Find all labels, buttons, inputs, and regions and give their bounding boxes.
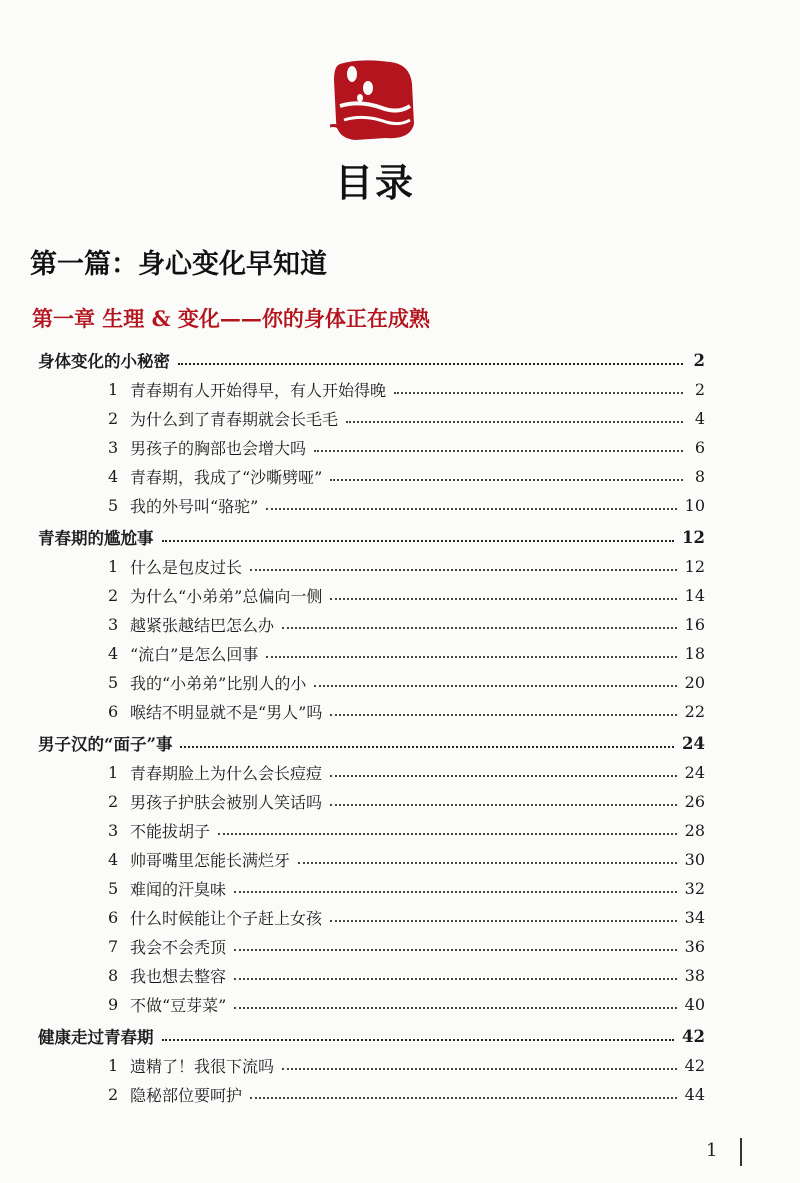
toc-item[interactable] [108,815,705,845]
toc-page-number: 2 [693,350,705,370]
toc-page-number: 42 [684,1055,705,1075]
toc-page-number: 32 [684,878,705,898]
dot-leader [330,598,676,600]
toc-item[interactable] [108,490,705,520]
toc-item[interactable] [108,1050,705,1080]
toc-item[interactable] [108,902,705,932]
toc-item-title: 不做“豆芽菜” [130,995,227,1015]
toc-item-number: 1 [108,379,119,399]
toc-item-title: 我也想去整容 [130,966,227,986]
toc-item[interactable] [108,786,705,816]
dot-leader [298,862,677,864]
toc-item-number: 2 [108,408,119,428]
toc-section[interactable] [38,728,705,758]
toc-item-number: 9 [108,994,119,1014]
toc-page-number: 12 [684,556,705,576]
toc-item-number: 3 [108,437,119,457]
dot-leader [394,392,683,394]
toc-page-number: 16 [684,614,705,634]
toc-section[interactable] [38,522,705,552]
toc-item-number: 1 [108,762,119,782]
toc-item-number: 1 [108,1055,119,1075]
toc-section[interactable] [38,1021,705,1051]
toc-page-number: 18 [684,643,705,663]
toc-page-number: 10 [684,495,705,515]
dot-leader [162,1039,675,1041]
toc-item-title: 青春期脸上为什么会长痘痘 [130,763,323,783]
toc-item-number: 7 [108,936,119,956]
toc-page-number: 28 [684,820,705,840]
toc-item-number: 5 [108,878,119,898]
toc-item-number: 4 [108,466,119,486]
toc-item[interactable] [108,432,705,462]
dot-leader [234,949,677,951]
toc-item-title: 难闻的汗臭味 [130,879,227,899]
toc-item-number: 1 [108,556,119,576]
toc-item-title: 喉结不明显就不是“男人”吗 [130,702,323,722]
toc-item-title: 我会不会秃顶 [130,937,227,957]
part-title: 第一篇：身心变化早知道 [30,249,327,280]
toc-item-title: 为什么“小弟弟”总偏向一侧 [130,586,323,606]
toc-item-title: 青春期，我成了“沙嘶劈哑” [130,467,323,487]
toc-page-number: 14 [684,585,705,605]
footer-rule [740,1138,742,1166]
toc-section-title: 青春期的尴尬事 [38,529,154,548]
toc-item-title: 隐秘部位要呵护 [130,1085,243,1105]
toc-item[interactable] [108,609,705,639]
toc-page-number: 20 [684,672,705,692]
dot-leader [178,363,683,365]
toc-item-title: 什么时候能让个子赶上女孩 [130,908,323,928]
dot-leader [282,1068,677,1070]
dot-leader [314,450,683,452]
toc-item-number: 5 [108,495,119,515]
toc-item[interactable] [108,960,705,990]
toc-page-number: 36 [684,936,705,956]
dot-leader [250,1097,677,1099]
dot-leader [234,891,677,893]
toc-item-title: 帅哥嘴里怎能长满烂牙 [130,850,291,870]
toc-page-number: 34 [684,907,705,927]
toc-item-number: 6 [108,907,119,927]
toc-page-number: 24 [682,733,705,753]
toc-page-number: 12 [682,527,705,547]
toc-item[interactable] [108,757,705,787]
toc-item-title: 什么是包皮过长 [130,557,243,577]
chapter-title: 第一章 生理 & 变化——你的身体正在成熟 [32,306,430,331]
toc-item-number: 2 [108,1084,119,1104]
toc-item[interactable] [108,844,705,874]
toc-item[interactable] [108,461,705,491]
toc-page-number: 2 [694,379,705,399]
dot-leader [266,656,676,658]
toc-item[interactable] [108,580,705,610]
dot-leader [234,978,677,980]
dot-leader [218,833,677,835]
dot-leader [314,685,676,687]
toc-item-title: 男孩子的胸部也会增大吗 [130,438,307,458]
toc-page-number: 44 [684,1084,705,1104]
toc-section-title: 身体变化的小秘密 [38,352,170,371]
toc-item[interactable] [108,931,705,961]
toc-section-title: 健康走过青春期 [38,1028,154,1047]
toc-item-title: 不能拔胡子 [130,821,211,841]
toc-section[interactable] [38,345,705,375]
toc-page-number: 26 [684,791,705,811]
dot-leader [330,804,677,806]
toc-item-number: 6 [108,701,119,721]
dot-leader [330,920,677,922]
toc-page-number: 30 [684,849,705,869]
toc-item-title: 我的“小弟弟”比别人的小 [130,673,307,693]
dot-leader [330,714,676,716]
dot-leader [234,1007,676,1009]
toc-item-number: 8 [108,965,119,985]
dot-leader [330,775,677,777]
toc-page-number: 6 [694,437,705,457]
dot-leader [266,508,676,510]
seal-logo-icon [330,54,416,144]
toc-item[interactable] [108,696,705,726]
toc-item-number: 4 [108,643,119,663]
toc-item[interactable] [108,1079,705,1109]
toc-item-number: 3 [108,614,119,634]
page-title: 目录 [334,160,415,205]
toc-item-number: 2 [108,585,119,605]
toc-page-number: 4 [694,408,705,428]
dot-leader [250,569,677,571]
toc-item[interactable] [108,403,705,433]
toc-page-number: 22 [684,701,705,721]
toc-section-title: 男子汉的“面子”事 [38,735,173,754]
toc-item[interactable] [108,667,705,697]
toc-item-number: 4 [108,849,119,869]
dot-leader [330,479,683,481]
toc-page-number: 42 [682,1026,705,1046]
toc-item-title: 我的外号叫“骆驼” [130,496,259,516]
toc-page-number: 8 [694,466,705,486]
toc-item[interactable] [108,638,705,668]
toc-item[interactable] [108,551,705,581]
dot-leader [346,421,683,423]
toc-item-number: 2 [108,791,119,811]
dot-leader [180,746,674,748]
toc-item-title: “流白”是怎么回事 [130,644,259,664]
toc-item-title: 青春期有人开始得早，有人开始得晚 [130,380,387,400]
toc-item[interactable] [108,873,705,903]
toc-item-title: 遗精了！我很下流吗 [130,1056,275,1076]
dot-leader [162,540,675,542]
dot-leader [282,627,677,629]
page-number: 1 [706,1140,718,1161]
toc-item-number: 3 [108,820,119,840]
toc-page-number: 24 [684,762,705,782]
toc-item[interactable] [108,989,705,1019]
toc-page-number: 40 [684,994,705,1014]
toc-item[interactable] [108,374,705,404]
toc-item-title: 男孩子护肤会被别人笑话吗 [130,792,323,812]
toc-page-number: 38 [684,965,705,985]
toc-item-title: 为什么到了青春期就会长毛毛 [130,409,339,429]
toc-item-title: 越紧张越结巴怎么办 [130,615,275,635]
toc-item-number: 5 [108,672,119,692]
